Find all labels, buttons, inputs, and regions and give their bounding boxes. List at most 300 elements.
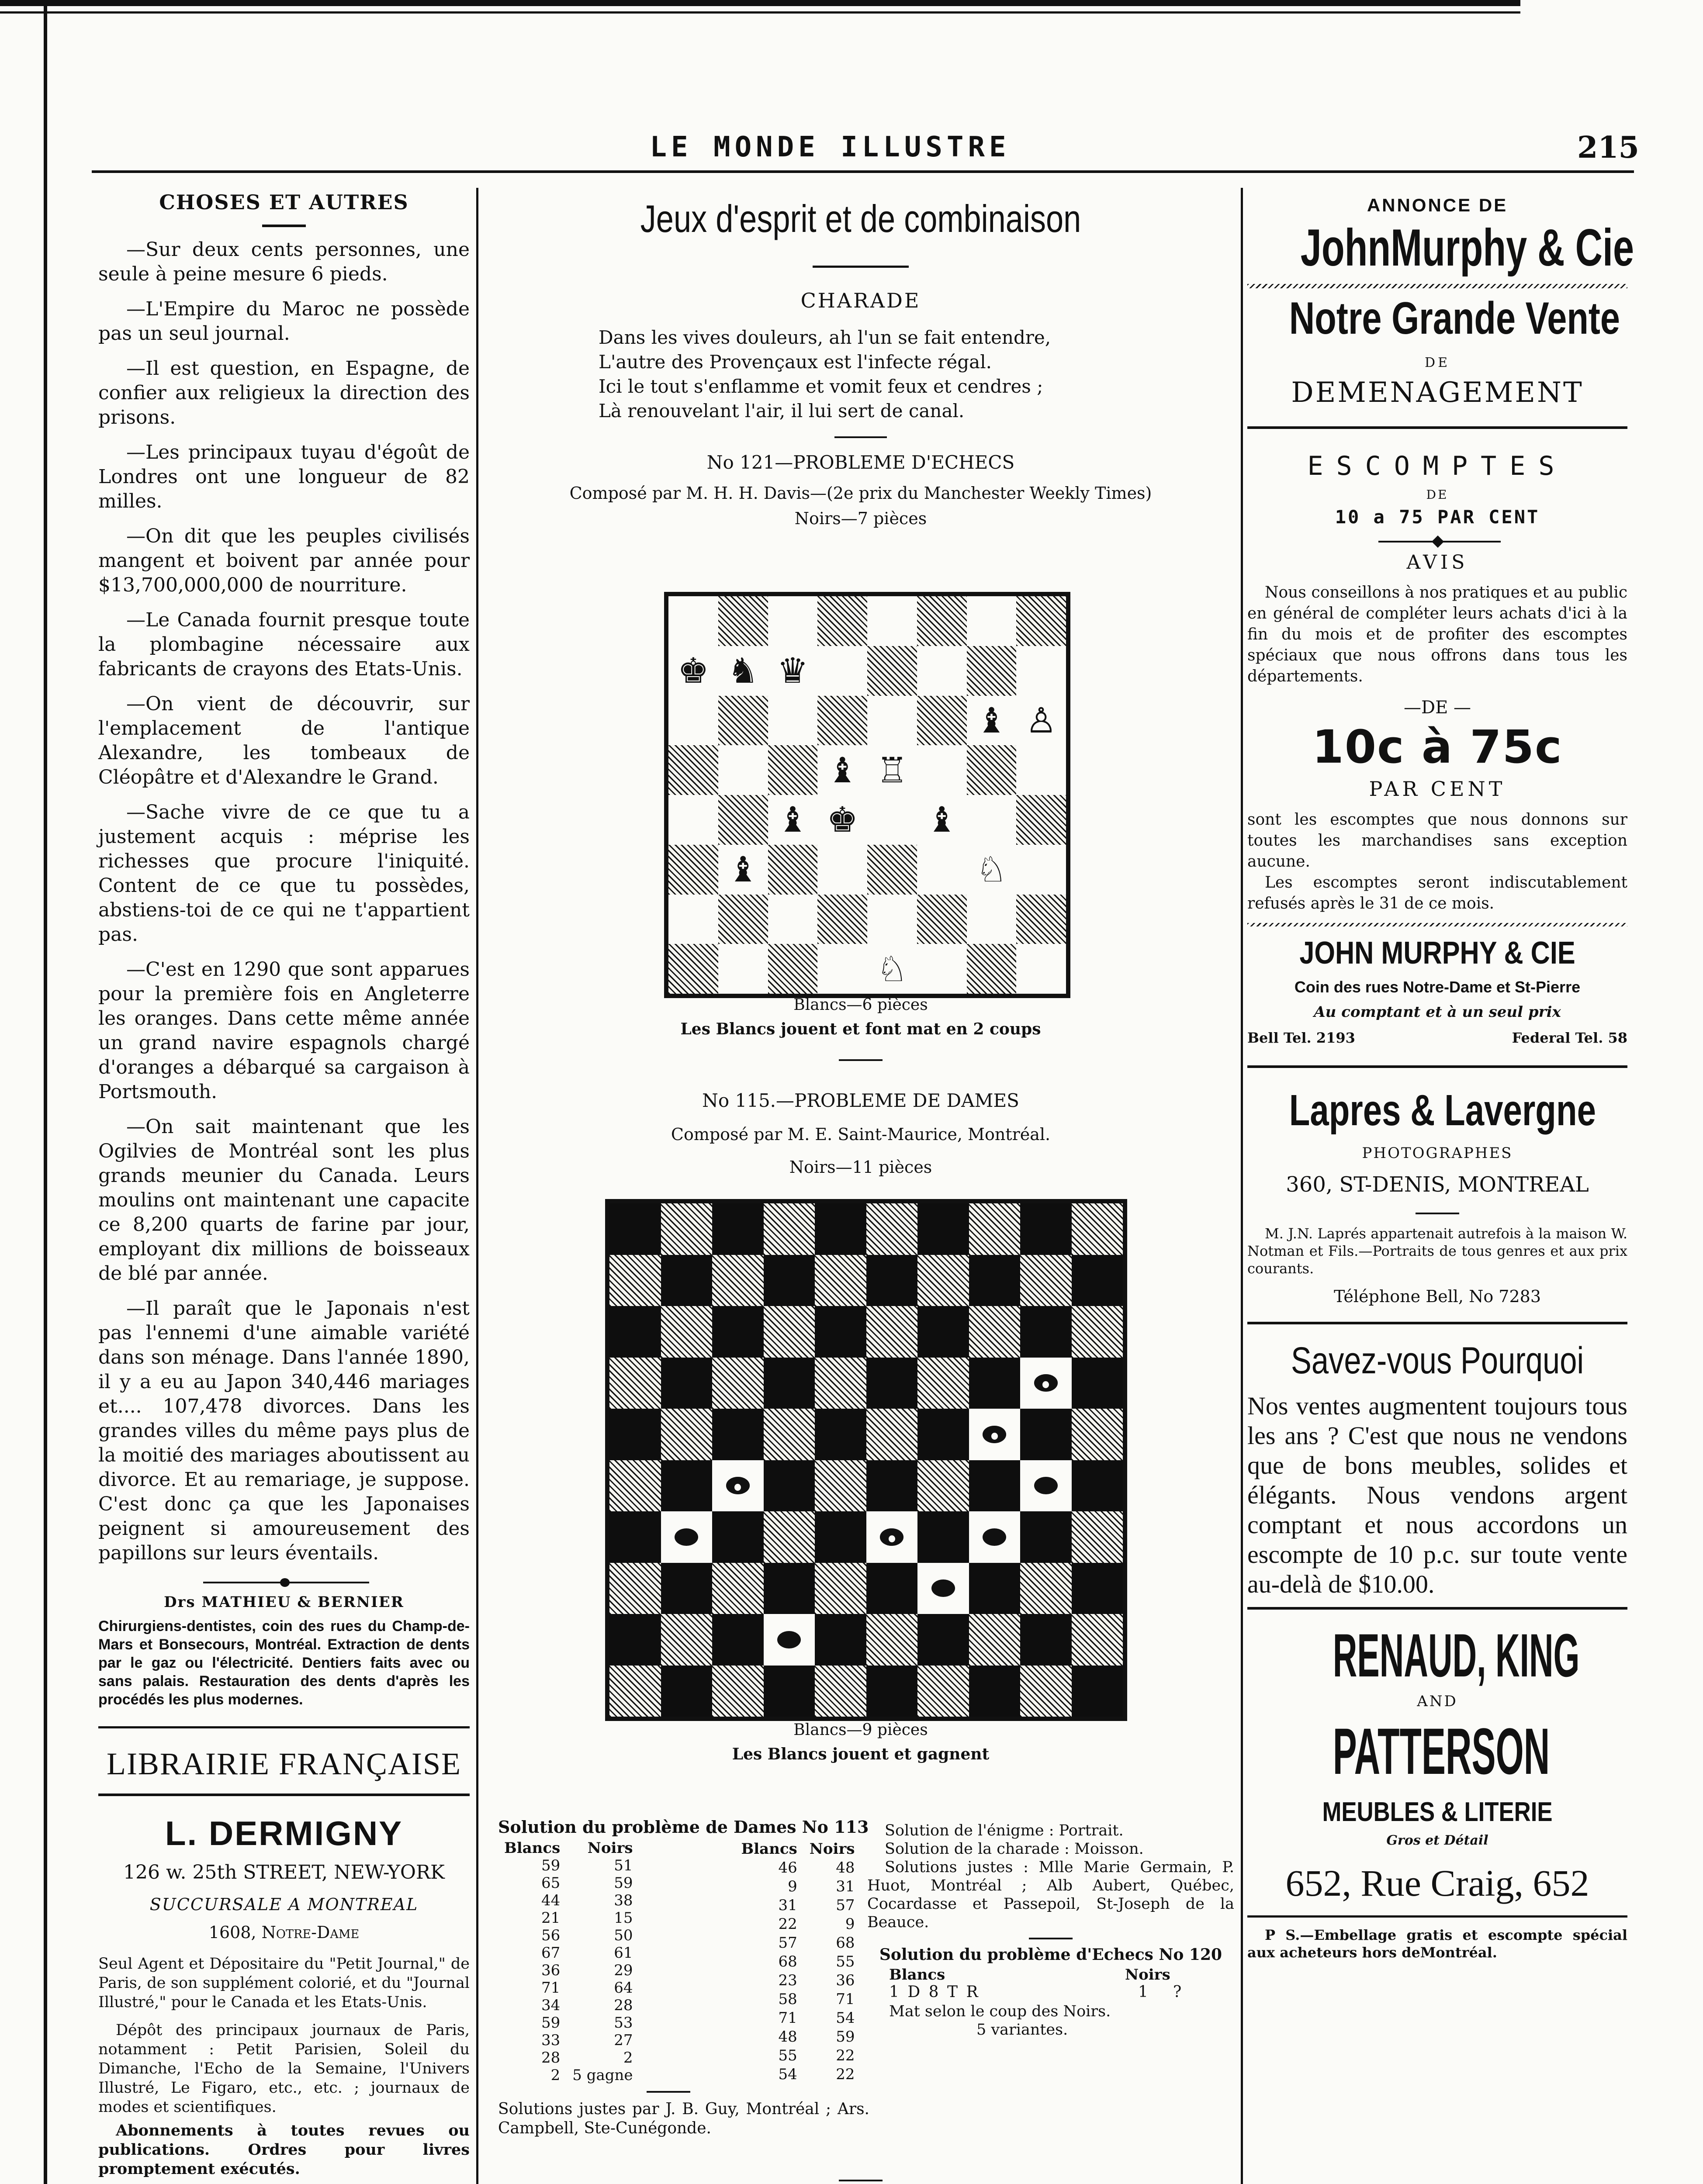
board-square (1020, 1306, 1072, 1358)
board-square (917, 1358, 969, 1409)
ornament-separator (98, 1576, 470, 1589)
board-square (817, 944, 867, 994)
chess-piece-icon: ♝ (967, 696, 1017, 746)
board-square (609, 1563, 661, 1614)
table-cell: 71 (778, 2009, 797, 2027)
text-line: Solution de l'énigme : Portrait. (885, 1822, 1124, 1839)
list-item: —Le Canada fournit presque toute la plombagine nécessaire aux fabricants de crayons des Etats-Unis. (98, 609, 470, 680)
board-square (712, 1511, 764, 1563)
table-cell: 58 (778, 1990, 797, 2008)
board-square (815, 1563, 866, 1614)
board-square (712, 1563, 764, 1614)
board-square (969, 1306, 1021, 1358)
board-square (1020, 1460, 1072, 1512)
board-square (668, 895, 718, 944)
table-cell: 64 (614, 1979, 633, 1997)
board-square (764, 1358, 815, 1409)
board-square (817, 795, 867, 845)
librairie-branch-address: 1608, Notre-Dame (208, 1923, 360, 1942)
chess-piece-icon: ♞ (718, 646, 768, 696)
section-title: Jeux d'esprit et de combinaison (640, 197, 1081, 240)
board-square (917, 646, 967, 696)
list-item: —Il paraît que le Japonais n'est pas l'ennemi d'une aimable variété dans son ménage. Dans l'année 1890, il y a eu au Japon 340,446 mariages et.... 107,478 divorces. Dans les grandes villes du même pays plus de la moitié des mariages aboutissent au divorce. Et au remariage, je suppose. C'est donc ça que les Japonaises peignent si amoureusement des papillons sur leurs éventails. (98, 1297, 470, 1564)
board-square (1072, 1563, 1123, 1614)
section-heading: CHOSES ET AUTRES (159, 190, 409, 214)
board-square (815, 1614, 866, 1666)
table-cell: 55 (778, 2047, 797, 2065)
board-square (815, 1511, 866, 1563)
board-square (768, 845, 818, 895)
board-square (1016, 646, 1066, 696)
table-row (735, 2065, 861, 2084)
board-square (917, 1563, 969, 1614)
label-noirs: Noirs (1125, 1966, 1170, 1984)
draught-piece-icon (1034, 1477, 1058, 1494)
table-row (498, 1892, 639, 1909)
table-row (498, 1962, 639, 1979)
board-square (718, 646, 768, 696)
table-cell: 27 (614, 2032, 633, 2049)
board-square (661, 1511, 713, 1563)
draughts-heading: No 115.—PROBLEME DE DAMES (702, 1090, 1019, 1111)
dentists-text: Chirurgiens-dentistes, coin des rues du Champ-de-Mars et Bonsecours, Montréal. Extraction de dents par le gaz ou l'électricité. Dentiers faits avec ou sans palais. Restauration des dents d'après les procédés les plus modernes. (98, 1618, 470, 1708)
board-square (661, 1306, 713, 1358)
board-square (609, 1666, 661, 1717)
col-header: Noirs (587, 1839, 633, 1857)
board-square (1072, 1255, 1123, 1306)
table-cell: 48 (778, 2028, 797, 2046)
table-cell: 9 (788, 1877, 797, 1895)
table-cell: 61 (614, 1944, 633, 1962)
table-row (735, 1971, 861, 1990)
board-square (712, 1306, 764, 1358)
chess-piece-icon: ♚ (817, 795, 867, 845)
chess-white-label: Blancs—6 pièces (793, 996, 928, 1014)
separator (1029, 1938, 1073, 1939)
table-row (498, 2032, 639, 2049)
table-row (735, 1990, 861, 2009)
board-square (1020, 1358, 1072, 1409)
table-cell: 71 (836, 1990, 855, 2008)
board-square (768, 745, 818, 795)
board-square (969, 1460, 1021, 1512)
board-square (661, 1563, 713, 1614)
board-square (661, 1358, 713, 1409)
table-row (735, 2046, 861, 2065)
draught-piece-icon (983, 1528, 1006, 1546)
table-cell: 57 (836, 1896, 855, 1914)
chess-piece-icon: ♙ (1016, 696, 1066, 746)
de-label: DE (1425, 355, 1450, 370)
table-cell: 2 (623, 2049, 633, 2067)
board-square (866, 1666, 918, 1717)
table-row (498, 1979, 639, 1997)
board-square (661, 1409, 713, 1460)
librairie-paragraph: Seul Agent et Dépositaire du "Petit Journal," de Paris, de son supplément colorié, et du "Journal Illustré," pour le Canada et les Etats-Unis. (98, 1955, 470, 2011)
board-square (609, 1409, 661, 1460)
solution-table-left (498, 1839, 639, 2084)
draught-piece-icon (1034, 1374, 1058, 1392)
chess-piece-icon: ♘ (867, 944, 917, 994)
ornament-separator (1247, 536, 1627, 547)
board-square (866, 1460, 918, 1512)
board-square (1016, 745, 1066, 795)
board-square (866, 1409, 918, 1460)
page-header-title: LE MONDE ILLUSTRE (650, 131, 1011, 163)
table-row (498, 2067, 639, 2084)
board-square (668, 845, 718, 895)
board-square (917, 944, 967, 994)
murphy-address: Coin des rues Notre-Dame et St-Pierre (1294, 978, 1581, 996)
separator (1416, 1213, 1459, 1214)
renaud-king-title: RENAUD, KING (1333, 1621, 1580, 1690)
left-column (98, 188, 470, 2179)
board-square (764, 1460, 815, 1512)
board-square (661, 1203, 713, 1255)
table-cell: 50 (614, 1927, 633, 1944)
table-cell: 65 (541, 1874, 561, 1892)
board-square (1072, 1409, 1123, 1460)
list-item: —On sait maintenant que les Ogilvies de Montréal sont les plus grands meunier du Canada. Leurs moulins ont maintenant une capacite ce 8,200 quarts de farine par jour, employant dix millions de boisseaux de blé par année. (98, 1116, 470, 1285)
board-square (718, 895, 768, 944)
dentists-name: Drs MATHIEU & BERNIER (164, 1593, 404, 1611)
text-line: Mat selon le coup des Noirs. (889, 2003, 1111, 2020)
board-square (867, 795, 917, 845)
table-cell: 46 (778, 1859, 797, 1876)
separator-rule (1247, 1607, 1627, 1610)
board-square (967, 944, 1017, 994)
board-square (1020, 1511, 1072, 1563)
board-square (866, 1255, 918, 1306)
text-line: Solutions justes : Mlle Marie Germain, P. Huot, Montréal ; Alb Aubert, Québec, Cocardasse et Passepoil, St-Joseph de la Beauce. (867, 1859, 1234, 1931)
draughts-white-label: Blancs—9 pièces (793, 1721, 928, 1739)
board-square (764, 1203, 815, 1255)
board-square (917, 1614, 969, 1666)
board-square (1020, 1666, 1072, 1717)
poem-line: Là renouvelant l'air, il lui sert de canal. (599, 400, 965, 422)
table-cell: 5 gagne (572, 2067, 633, 2084)
col-header: Blancs (504, 1839, 561, 1857)
board-square (712, 1666, 764, 1717)
table-row (735, 1952, 861, 1971)
table-cell: 59 (541, 2014, 561, 2032)
table-cell: 51 (614, 1857, 633, 1874)
board-square (609, 1358, 661, 1409)
photographes-label: PHOTOGRAPHES (1362, 1144, 1513, 1162)
board-square (969, 1358, 1021, 1409)
pourcent-label: 10 a 75 PAR CENT (1335, 506, 1540, 528)
board-square (609, 1306, 661, 1358)
board-square (661, 1460, 713, 1512)
table-row (498, 2014, 639, 2032)
chess-piece-icon: ♚ (668, 646, 718, 696)
board-square (867, 845, 917, 895)
big-percent: 10c à 75c (1312, 720, 1563, 774)
chess-piece-icon: ♝ (917, 795, 967, 845)
label-blancs: Blancs (889, 1966, 945, 1984)
table-row (735, 2028, 861, 2046)
table-cell: 48 (836, 1859, 855, 1876)
board-square (668, 646, 718, 696)
item-list (98, 238, 470, 1565)
board-square (866, 1511, 918, 1563)
board-square (718, 795, 768, 845)
top-border-thin (0, 11, 1520, 14)
table-row (498, 1944, 639, 1962)
separator-rule (1247, 1915, 1627, 1918)
table-cell: 29 (614, 1962, 633, 1979)
draught-piece-icon (880, 1528, 903, 1546)
col-divider-2 (1241, 188, 1243, 2184)
poem-line: Ici le tout s'enflamme et vomit feux et cendres ; (599, 376, 1043, 397)
table-cell: 2 (550, 2067, 561, 2084)
chess-piece-icon: ♛ (768, 646, 818, 696)
table-row (498, 1857, 639, 1874)
board-square (917, 845, 967, 895)
board-square (764, 1409, 815, 1460)
board-square (1016, 845, 1066, 895)
board-square (764, 1614, 815, 1666)
table-cell: 15 (614, 1909, 633, 1927)
table-cell: 28 (614, 1997, 633, 2014)
table-cell: 23 (778, 1972, 797, 1990)
federal-phone: Federal Tel. 58 (1512, 1030, 1627, 1046)
draught-piece-icon (777, 1631, 801, 1648)
chess-board (664, 592, 1070, 998)
left-margin-line (44, 0, 47, 2184)
table-cell: 53 (614, 2014, 633, 2032)
table-row (498, 1874, 639, 1892)
librairie-title: LIBRAIRIE FRANÇAISE (106, 1746, 462, 1781)
board-square (1072, 1614, 1123, 1666)
solution-enigme (867, 1821, 1234, 2039)
board-square (815, 1666, 866, 1717)
table-cell: 21 (541, 1909, 561, 1927)
board-square (967, 795, 1017, 845)
board-square (866, 1358, 918, 1409)
annonce-label: ANNONCE DE (1367, 195, 1508, 215)
charade-heading: CHARADE (800, 289, 921, 312)
murphy-name: JOHN MURPHY & CIE (1299, 936, 1575, 971)
poem-line: L'autre des Provençaux est l'infecte régal. (599, 351, 992, 373)
par-cent-label: PAR CENT (1369, 777, 1506, 801)
table-cell: 36 (836, 1972, 855, 1990)
board-square (817, 696, 867, 746)
list-item: —C'est en 1290 que sont apparues pour la première fois en Angleterre les oranges. Dans cette même année un grand navire espagnols chargé d'oranges a débarqué sa cargaison à Portsmouth. (98, 958, 470, 1103)
board-square (768, 646, 818, 696)
board-square (866, 1203, 918, 1255)
board-square (768, 795, 818, 845)
table-cell: 34 (541, 1997, 561, 2014)
separator-rule (98, 1726, 470, 1728)
board-square (1072, 1203, 1123, 1255)
chess-author: Composé par M. H. H. Davis—(2e prix du Manchester Weekly Times) (569, 484, 1152, 503)
separator-rule (1247, 1065, 1627, 1068)
board-square (668, 944, 718, 994)
demenagement-label: DEMENAGEMENT (1291, 377, 1584, 409)
board-square (768, 596, 818, 646)
chess-piece-icon: ♝ (768, 795, 818, 845)
board-square (917, 1203, 969, 1255)
board-square (967, 596, 1017, 646)
board-square (712, 1358, 764, 1409)
table-cell: 9 (845, 1915, 855, 1933)
table-cell: 57 (778, 1934, 797, 1952)
separator (647, 2091, 690, 2093)
board-square (815, 1358, 866, 1409)
board-square (917, 1255, 969, 1306)
board-square (1072, 1666, 1123, 1717)
librairie-name: L. DERMIGNY (165, 1814, 403, 1852)
gros-label: Gros et Détail (1386, 1833, 1488, 1848)
board-square (609, 1614, 661, 1666)
board-square (917, 895, 967, 944)
board-square (718, 696, 768, 746)
page-number: 215 (1577, 130, 1639, 165)
draughts-task: Les Blancs jouent et gagnent (732, 1745, 990, 1763)
board-square (718, 944, 768, 994)
table-cell: 31 (836, 1877, 855, 1895)
board-square (712, 1614, 764, 1666)
separator (813, 266, 909, 268)
solution-echecs-heading: Solution du problème d'Echecs No 120 (879, 1946, 1222, 1964)
board-square (661, 1666, 713, 1717)
board-square (1016, 596, 1066, 646)
table-cell: 38 (614, 1892, 633, 1909)
board-square (1020, 1255, 1072, 1306)
poem-line: Dans les vives douleurs, ah l'un se fait entendre, (599, 327, 1051, 348)
board-square (817, 895, 867, 944)
librairie-paragraph: Abonnements à toutes revues ou publications. Ordres pour livres promptement exécutés. (98, 2122, 470, 2178)
text-line: 5 variantes. (976, 2021, 1068, 2039)
table-row (498, 2049, 639, 2067)
chess-piece-icon: ♘ (967, 845, 1017, 895)
board-square (917, 1666, 969, 1717)
col-divider-1 (476, 188, 478, 2184)
draught-piece-icon (726, 1477, 750, 1494)
board-square (867, 696, 917, 746)
col-header: Noirs (809, 1840, 855, 1858)
board-square (764, 1563, 815, 1614)
separator (839, 1059, 883, 1061)
board-square (668, 795, 718, 845)
board-square (867, 596, 917, 646)
board-square (712, 1203, 764, 1255)
separator (262, 225, 306, 227)
murphy-title: JohnMurphy & Cie (1300, 218, 1634, 277)
avis-text: Nous conseillons à nos pratiques et au public en général de compléter leurs achats d'ici à la fin du mois et de profiter des escomptes spéciaux que nous offrons dans tous les départements. (1247, 584, 1627, 685)
board-square (768, 944, 818, 994)
table-cell: 56 (541, 1927, 561, 1944)
board-square (917, 795, 967, 845)
table-cell: 54 (836, 2009, 855, 2027)
table-cell: 71 (541, 1979, 561, 1997)
board-square (718, 596, 768, 646)
board-square (718, 745, 768, 795)
separator (834, 436, 887, 438)
board-square (917, 1306, 969, 1358)
board-square (712, 1409, 764, 1460)
board-square (668, 596, 718, 646)
table-row (735, 1858, 861, 1877)
and-label: AND (1417, 1693, 1458, 1710)
chess-black-label: Noirs—7 pièces (794, 509, 927, 528)
table-cell: 22 (836, 2047, 855, 2065)
board-square (609, 1511, 661, 1563)
board-square (969, 1666, 1021, 1717)
board-square (917, 1511, 969, 1563)
librairie-branch: SUCCURSALE A MONTREAL (149, 1895, 419, 1914)
chess-move-black: 1 (1138, 1983, 1148, 2001)
chess-move: 1 D 8 T R (889, 1983, 980, 2001)
librairie-address: 126 w. 25th STREET, NEW-YORK (123, 1861, 445, 1883)
board-square (1072, 1358, 1123, 1409)
lapres-text: M. J.N. Laprés appartenait autrefois à la maison W. Notman et Fils.—Portraits de tous genres et aux prix courants. (1247, 1225, 1627, 1277)
murphy-comptant: Au comptant et à un seul prix (1314, 1003, 1561, 1021)
board-square (768, 696, 818, 746)
board-square (817, 596, 867, 646)
draughts-black-label: Noirs—11 pièces (789, 1158, 932, 1177)
board-square (866, 1614, 918, 1666)
chess-heading: No 121—PROBLEME D'ECHECS (706, 452, 1015, 473)
board-square (866, 1306, 918, 1358)
board-square (867, 745, 917, 795)
table-row (735, 1896, 861, 1914)
board-square (815, 1203, 866, 1255)
separator-rule (1247, 1322, 1627, 1324)
board-square (917, 596, 967, 646)
table-cell: 59 (836, 2028, 855, 2046)
table-cell: 33 (541, 2032, 561, 2049)
board-square (764, 1255, 815, 1306)
board-square (969, 1409, 1021, 1460)
board-square (1016, 895, 1066, 944)
board-square (1016, 795, 1066, 845)
board-square (967, 845, 1017, 895)
board-square (917, 1409, 969, 1460)
draught-piece-icon (931, 1579, 955, 1597)
chess-piece-icon: ♝ (718, 845, 768, 895)
table-row (735, 2009, 861, 2028)
board-square (817, 646, 867, 696)
board-square (718, 845, 768, 895)
board-square (661, 1255, 713, 1306)
board-square (609, 1460, 661, 1512)
rue-craig: 652, Rue Craig, 652 (1285, 1862, 1589, 1904)
separator-rule (98, 1794, 470, 1796)
board-square (866, 1563, 918, 1614)
wavy-rule (1247, 923, 1627, 926)
board-square (609, 1203, 661, 1255)
board-square (969, 1563, 1021, 1614)
board-square (1016, 944, 1066, 994)
table-cell: 59 (541, 1857, 561, 1874)
list-item: —L'Empire du Maroc ne possède pas un seul journal. (98, 298, 470, 345)
lapres-telephone: Téléphone Bell, No 7283 (1333, 1287, 1541, 1306)
table-cell: 22 (778, 1915, 797, 1933)
board-square (712, 1460, 764, 1512)
board-square (764, 1511, 815, 1563)
board-square (668, 696, 718, 746)
board-square (969, 1614, 1021, 1666)
table-cell: 59 (614, 1874, 633, 1892)
board-square (969, 1203, 1021, 1255)
solution-solvers: Solutions justes par J. B. Guy, Montréal ; Ars. Campbell, Ste-Cunégonde. (498, 2100, 869, 2137)
board-square (764, 1306, 815, 1358)
board-square (1072, 1511, 1123, 1563)
separator-rule (1247, 426, 1627, 429)
board-square (815, 1255, 866, 1306)
